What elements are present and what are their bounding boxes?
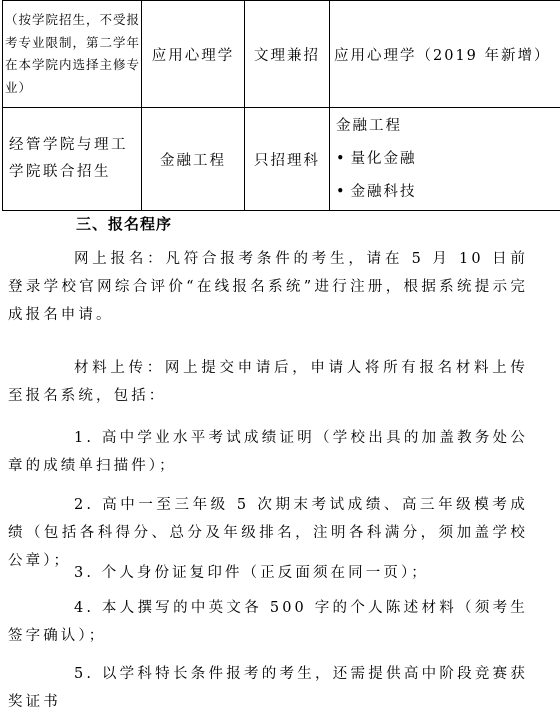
admission-table bbox=[2, 0, 560, 211]
table-cell: 文理兼招 bbox=[245, 1, 330, 108]
bullet-icon: • bbox=[336, 184, 347, 200]
table-cell: 应用心理学（2019 年新增） bbox=[330, 1, 560, 108]
table-cell: 金融工程 bbox=[142, 108, 245, 211]
table-cell: 只招理科 bbox=[245, 108, 330, 211]
list-title: 金融工程 bbox=[336, 110, 560, 143]
table-row bbox=[3, 108, 560, 211]
paragraph: 网上报名：凡符合报考条件的考生，请在 5 月 10 日前登录学校官网综合评价“在线报名系统”进行注册，根据系统提示完成报名申请。 bbox=[8, 245, 528, 329]
table-row bbox=[3, 1, 560, 108]
table-cell: 应用心理学 bbox=[142, 1, 245, 108]
bullet-icon: • bbox=[336, 151, 347, 167]
paragraph: 3. 个人身份证复印件（正反面须在同一页）； bbox=[8, 559, 528, 587]
list-item: • 量化金融 bbox=[336, 143, 560, 176]
list-item: • 金融科技 bbox=[336, 176, 560, 209]
section-heading: 三、报名程序 bbox=[76, 213, 172, 234]
paragraph: 材料上传：网上提交申请后，申请人将所有报名材料上传至报名系统，包括： bbox=[8, 354, 528, 410]
paragraph: 1. 高中学业水平考试成绩证明（学校出具的加盖教务处公章的成绩单扫描件）； bbox=[8, 424, 528, 480]
paragraph: 4. 本人撰写的中英文各 500 字的个人陈述材料（须考生签字确认）； bbox=[8, 594, 528, 650]
paragraph: 2. 高中一至三年级 5 次期末考试成绩、高三年级模考成绩（包括各科得分、总分及年级排名，注明各科满分，须加盖学校公章）； bbox=[8, 491, 528, 575]
paragraph: 5. 以学科特长条件报考的考生，还需提供高中阶段竞赛获奖证书 bbox=[8, 660, 528, 716]
table-cell: （按学院招生，不受报考专业限制，第二学年在本学院内选择主修专业） bbox=[3, 1, 142, 108]
table-cell: 经管学院与理工学院联合招生 bbox=[3, 108, 142, 211]
table-cell bbox=[330, 108, 560, 211]
